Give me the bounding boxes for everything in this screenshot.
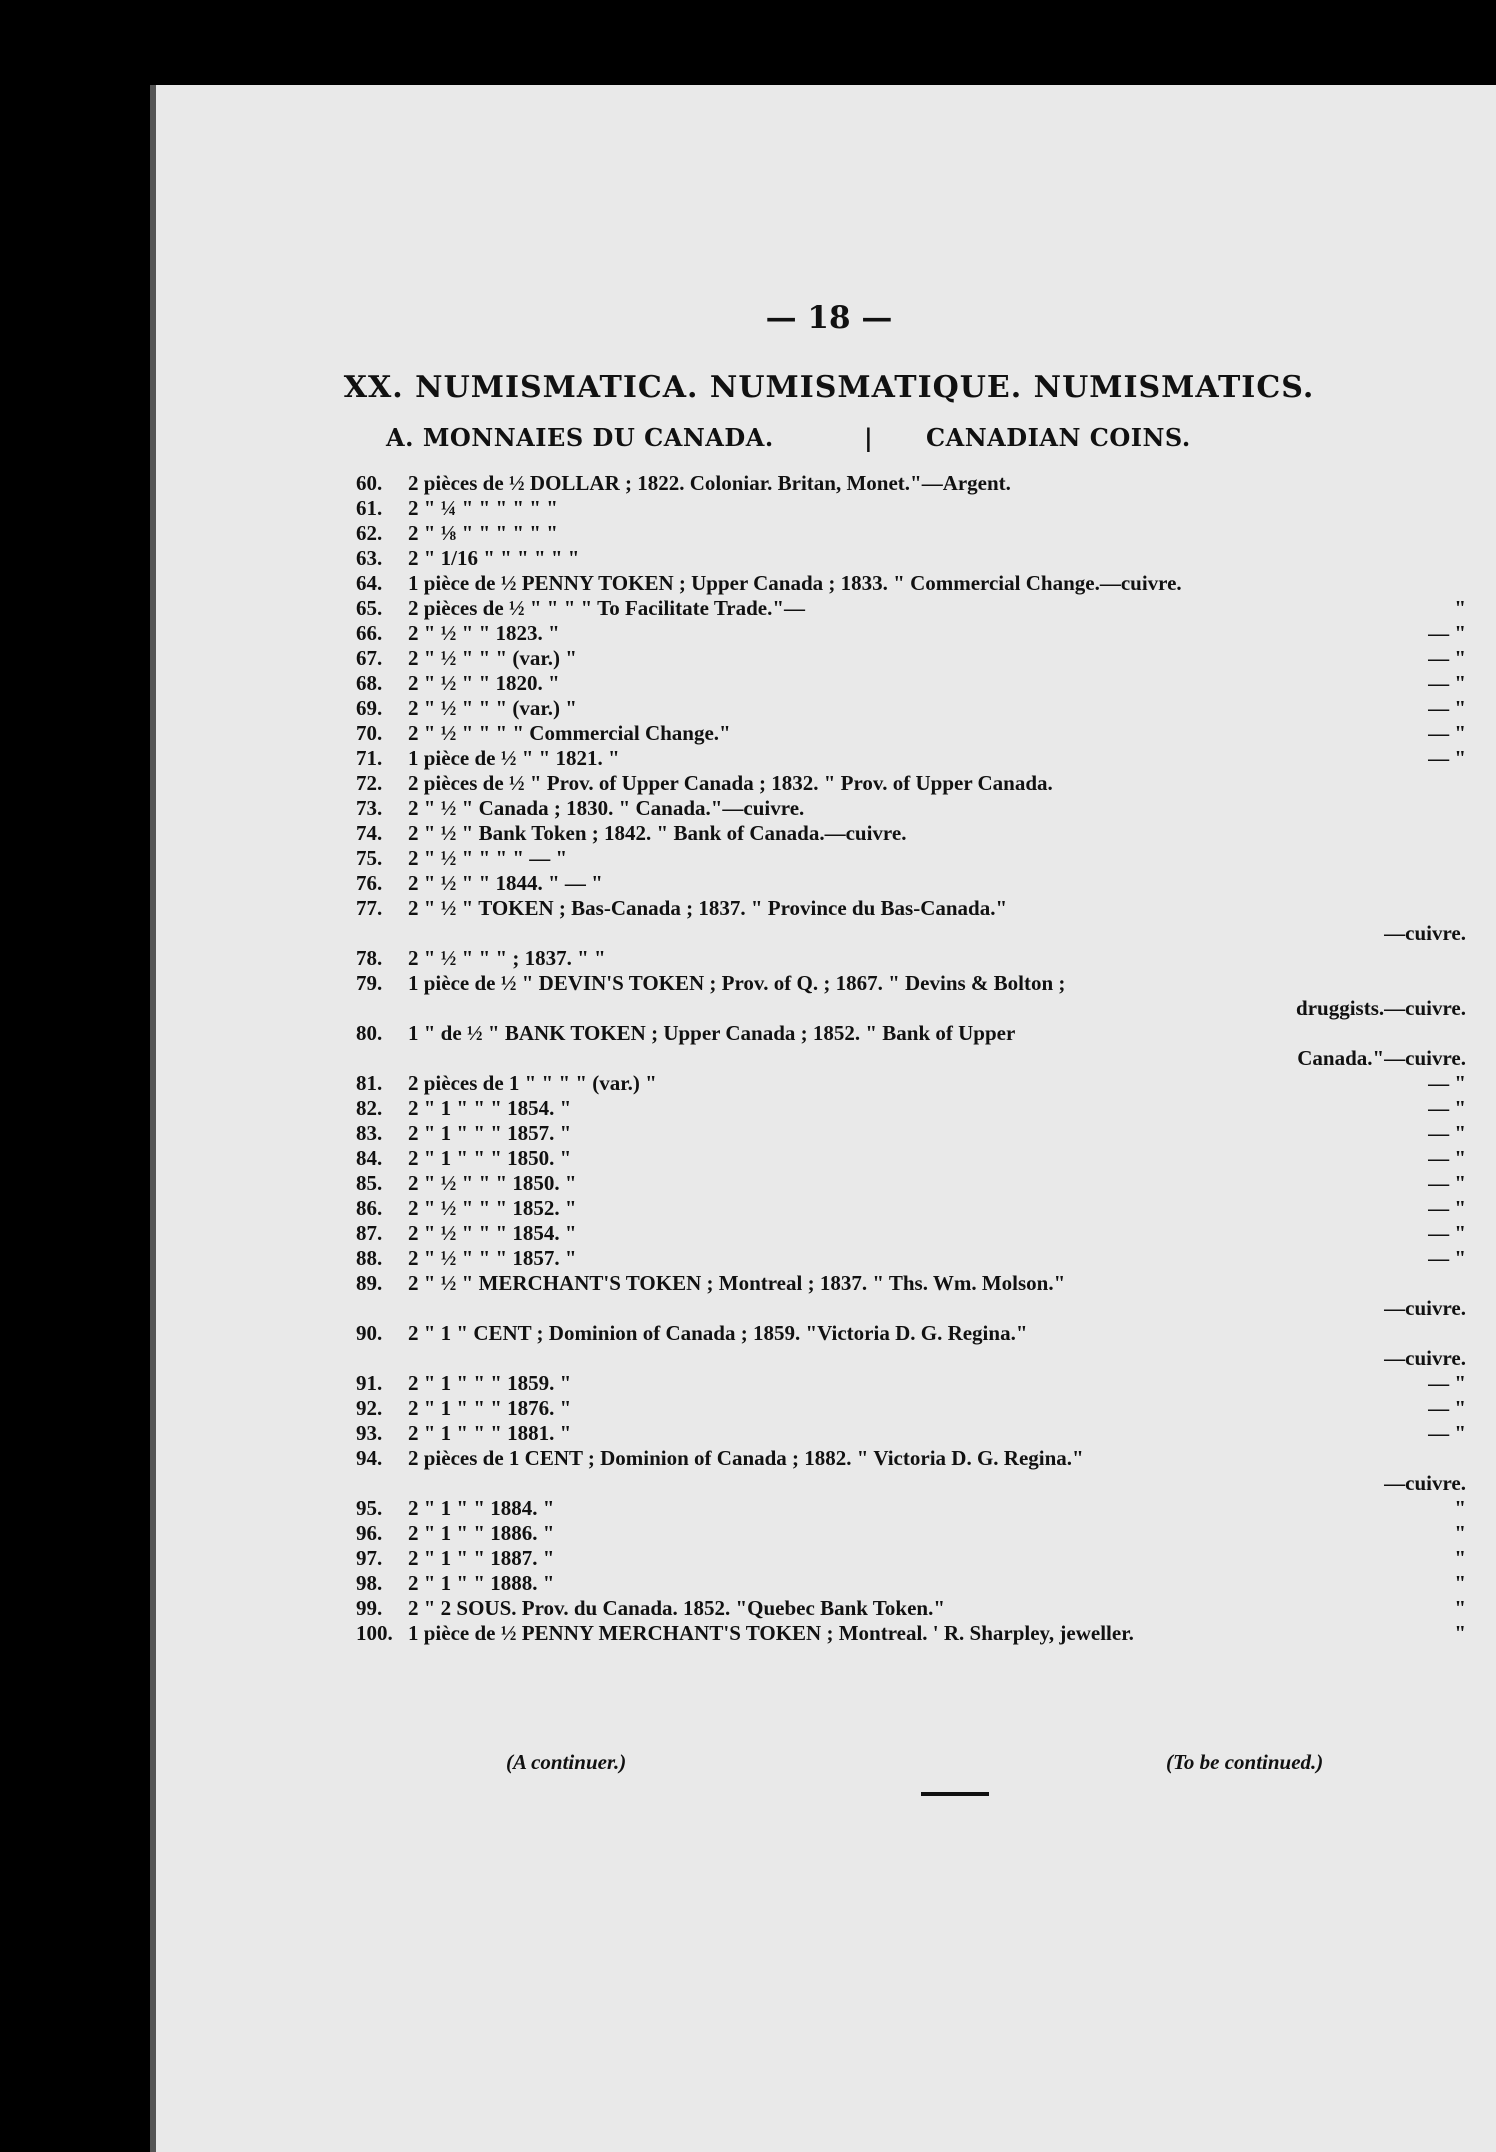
- list-item-continuation: [356, 1346, 1466, 1371]
- continued-note-french: (A continuer.): [506, 1750, 627, 1774]
- entry-number: 98.: [356, 1571, 383, 1595]
- entry-text: 2 " 1 " CENT ; Dominion of Canada ; 1859. "Victoria D. G. Regina.": [408, 1321, 1028, 1345]
- entry-number: 60.: [356, 471, 383, 495]
- entry-text: —cuivre.: [1384, 1471, 1466, 1495]
- list-item: [356, 1071, 1466, 1096]
- list-item: [356, 896, 1466, 921]
- entry-text: 2 " ¼ " " " " " ": [408, 496, 558, 520]
- entry-text: 2 pièces de 1 " " " " (var.) ": [408, 1071, 657, 1095]
- entry-number: 82.: [356, 1096, 383, 1120]
- list-item: [356, 471, 1466, 496]
- entry-number: 92.: [356, 1396, 383, 1420]
- list-item: [356, 621, 1466, 646]
- entry-text: 2 " 1 " " 1887. ": [408, 1546, 555, 1570]
- entry-text: 2 " ½ " " " 1854. ": [408, 1221, 577, 1245]
- list-item: [356, 521, 1466, 546]
- entry-text: 1 pièce de ½ " DEVIN'S TOKEN ; Prov. of Q. ; 1867. " Devins & Bolton ;: [408, 971, 1066, 995]
- list-item: [356, 571, 1466, 596]
- entry-ditto: — ": [1428, 1121, 1466, 1145]
- entry-ditto: ": [1454, 1521, 1466, 1545]
- entry-text: 1 " de ½ " BANK TOKEN ; Upper Canada ; 1852. " Bank of Upper: [408, 1021, 1016, 1045]
- entry-number: 96.: [356, 1521, 383, 1545]
- entry-ditto: ": [1454, 1621, 1466, 1645]
- subheading-separator: |: [864, 423, 874, 452]
- entry-text: 2 " 1 " " " 1876. ": [408, 1396, 572, 1420]
- entry-number: 81.: [356, 1071, 383, 1095]
- list-item: [356, 1621, 1466, 1646]
- list-item-continuation: [356, 1471, 1466, 1496]
- entry-number: 99.: [356, 1596, 383, 1620]
- entry-number: 88.: [356, 1246, 383, 1270]
- continued-note-english: (To be continued.): [1166, 1750, 1324, 1774]
- list-item: [356, 546, 1466, 571]
- list-item: [356, 821, 1466, 846]
- entry-ditto: — ": [1428, 1396, 1466, 1420]
- entry-number: 74.: [356, 821, 383, 845]
- entry-text: 2 " 1 " " " 1881. ": [408, 1421, 572, 1445]
- entry-number: 95.: [356, 1496, 383, 1520]
- entry-number: 70.: [356, 721, 383, 745]
- entry-text: 2 " ½ " " 1820. ": [408, 671, 560, 695]
- entry-ditto: ": [1454, 596, 1466, 620]
- list-item: [356, 871, 1466, 896]
- entry-ditto: — ": [1428, 1096, 1466, 1120]
- entry-text: 2 " ½ " " " 1857. ": [408, 1246, 577, 1270]
- entry-ditto: — ": [1428, 646, 1466, 670]
- list-item: [356, 1496, 1466, 1521]
- list-item-continuation: [356, 996, 1466, 1021]
- entry-number: 67.: [356, 646, 383, 670]
- entry-text: 2 " ½ " " " " — ": [408, 846, 568, 870]
- page-number: — 18 —: [765, 300, 893, 336]
- coin-list: [356, 471, 1466, 1646]
- entry-number: 75.: [356, 846, 383, 870]
- list-item: [356, 771, 1466, 796]
- entry-text: 2 " 1 " " 1884. ": [408, 1496, 555, 1520]
- entry-ditto: — ": [1428, 721, 1466, 745]
- entry-text: 2 " ½ " " " 1852. ": [408, 1196, 577, 1220]
- entry-text: 2 pièces de ½ " " " " To Facilitate Trade."—: [408, 596, 805, 620]
- entry-text: 2 " ½ " Bank Token ; 1842. " Bank of Canada.—cuivre.: [408, 821, 907, 845]
- entry-number: 93.: [356, 1421, 383, 1445]
- entry-number: 86.: [356, 1196, 383, 1220]
- entry-number: 84.: [356, 1146, 383, 1170]
- list-item: [356, 1396, 1466, 1421]
- entry-number: 89.: [356, 1271, 383, 1295]
- entry-number: 73.: [356, 796, 383, 820]
- entry-number: 79.: [356, 971, 383, 995]
- entry-number: 80.: [356, 1021, 383, 1045]
- entry-number: 66.: [356, 621, 383, 645]
- entry-number: 97.: [356, 1546, 383, 1570]
- entry-text: 2 " 1 " " " 1850. ": [408, 1146, 572, 1170]
- entry-text: druggists.—cuivre.: [1296, 996, 1466, 1020]
- section-heading: XX. NUMISMATICA. NUMISMATIQUE. NUMISMATICS.: [343, 370, 1315, 405]
- entry-text: 2 " 1 " " " 1857. ": [408, 1121, 572, 1145]
- entry-text: 1 pièce de ½ PENNY TOKEN ; Upper Canada ; 1833. " Commercial Change.—cuivre.: [408, 571, 1182, 595]
- entry-number: 64.: [356, 571, 383, 595]
- entry-ditto: ": [1454, 1571, 1466, 1595]
- entry-text: 2 " 1 " " 1886. ": [408, 1521, 555, 1545]
- entry-number: 72.: [356, 771, 383, 795]
- list-item-continuation: [356, 1046, 1466, 1071]
- list-item: [356, 1321, 1466, 1346]
- entry-number: 61.: [356, 496, 383, 520]
- list-item: [356, 1221, 1466, 1246]
- subheading-french: A. MONNAIES DU CANADA.: [386, 423, 774, 452]
- subheading-english: CANADIAN COINS.: [926, 423, 1191, 452]
- entry-text: 2 pièces de 1 CENT ; Dominion of Canada ; 1882. " Victoria D. G. Regina.": [408, 1446, 1084, 1470]
- entry-text: 2 " 1 " " " 1854. ": [408, 1096, 572, 1120]
- list-item: [356, 696, 1466, 721]
- list-item: [356, 496, 1466, 521]
- list-item: [356, 1121, 1466, 1146]
- entry-ditto: — ": [1428, 1196, 1466, 1220]
- list-item: [356, 746, 1466, 771]
- entry-ditto: — ": [1428, 671, 1466, 695]
- entry-text: —cuivre.: [1384, 1346, 1466, 1370]
- entry-ditto: — ": [1428, 1071, 1466, 1095]
- entry-ditto: — ": [1428, 1371, 1466, 1395]
- entry-text: 2 " ½ " " 1823. ": [408, 621, 560, 645]
- list-item: [356, 946, 1466, 971]
- entry-text: 1 pièce de ½ " " 1821. ": [408, 746, 620, 770]
- list-item: [356, 1021, 1466, 1046]
- list-item-continuation: [356, 921, 1466, 946]
- list-item: [356, 596, 1466, 621]
- entry-text: 2 " 1/16 " " " " " ": [408, 546, 580, 570]
- entry-text: 2 " ½ " " " (var.) ": [408, 646, 577, 670]
- list-item: [356, 1196, 1466, 1221]
- list-item: [356, 1596, 1466, 1621]
- list-item-continuation: [356, 1296, 1466, 1321]
- list-item: [356, 796, 1466, 821]
- end-rule: [921, 1792, 989, 1796]
- list-item: [356, 971, 1466, 996]
- entry-text: 2 " 1 " " 1888. ": [408, 1571, 555, 1595]
- list-item: [356, 646, 1466, 671]
- entry-text: 2 pièces de ½ " Prov. of Upper Canada ; 1832. " Prov. of Upper Canada.: [408, 771, 1053, 795]
- entry-number: 78.: [356, 946, 383, 970]
- entry-number: 65.: [356, 596, 383, 620]
- entry-ditto: — ": [1428, 621, 1466, 645]
- entry-text: 2 " ½ " " " 1850. ": [408, 1171, 577, 1195]
- list-item: [356, 846, 1466, 871]
- entry-text: 2 " ½ " " " " Commercial Change.": [408, 721, 731, 745]
- entry-ditto: — ": [1428, 1171, 1466, 1195]
- list-item: [356, 1371, 1466, 1396]
- entry-text: 2 " 2 SOUS. Prov. du Canada. 1852. "Quebec Bank Token.": [408, 1596, 945, 1620]
- entry-ditto: — ": [1428, 1146, 1466, 1170]
- entry-text: 2 pièces de ½ DOLLAR ; 1822. Coloniar. Britan, Monet."—Argent.: [408, 471, 1011, 495]
- list-item: [356, 1446, 1466, 1471]
- list-item: [356, 671, 1466, 696]
- entry-text: Canada."—cuivre.: [1297, 1046, 1466, 1070]
- entry-number: 91.: [356, 1371, 383, 1395]
- entry-text: 2 " ½ " " 1844. " — ": [408, 871, 603, 895]
- entry-number: 87.: [356, 1221, 383, 1245]
- entry-number: 68.: [356, 671, 383, 695]
- list-item: [356, 1421, 1466, 1446]
- entry-ditto: ": [1454, 1596, 1466, 1620]
- entry-number: 71.: [356, 746, 383, 770]
- list-item: [356, 1146, 1466, 1171]
- document-page: [150, 85, 1496, 2152]
- entry-ditto: ": [1454, 1546, 1466, 1570]
- entry-text: 2 " 1 " " " 1859. ": [408, 1371, 572, 1395]
- list-item: [356, 1246, 1466, 1271]
- list-item: [356, 1521, 1466, 1546]
- entry-text: 2 " ⅛ " " " " " ": [408, 521, 558, 545]
- entry-number: 83.: [356, 1121, 383, 1145]
- entry-number: 76.: [356, 871, 383, 895]
- entry-text: 2 " ½ " " " (var.) ": [408, 696, 577, 720]
- list-item: [356, 1546, 1466, 1571]
- entry-ditto: — ": [1428, 746, 1466, 770]
- entry-ditto: — ": [1428, 696, 1466, 720]
- entry-text: 2 " ½ " Canada ; 1830. " Canada."—cuivre.: [408, 796, 805, 820]
- entry-text: —cuivre.: [1384, 921, 1466, 945]
- entry-number: 94.: [356, 1446, 383, 1470]
- entry-number: 100.: [356, 1621, 393, 1645]
- entry-text: 2 " ½ " " " ; 1837. " ": [408, 946, 606, 970]
- entry-number: 90.: [356, 1321, 383, 1345]
- entry-number: 62.: [356, 521, 383, 545]
- list-item: [356, 1571, 1466, 1596]
- list-item: [356, 1171, 1466, 1196]
- entry-text: 1 pièce de ½ PENNY MERCHANT'S TOKEN ; Montreal. ' R. Sharpley, jeweller.: [408, 1621, 1134, 1645]
- entry-number: 69.: [356, 696, 383, 720]
- entry-ditto: ": [1454, 1496, 1466, 1520]
- list-item: [356, 1271, 1466, 1296]
- list-item: [356, 1096, 1466, 1121]
- entry-ditto: — ": [1428, 1421, 1466, 1445]
- list-item: [356, 721, 1466, 746]
- entry-ditto: — ": [1428, 1246, 1466, 1270]
- entry-number: 77.: [356, 896, 383, 920]
- entry-number: 63.: [356, 546, 383, 570]
- entry-number: 85.: [356, 1171, 383, 1195]
- entry-text: —cuivre.: [1384, 1296, 1466, 1320]
- entry-text: 2 " ½ " TOKEN ; Bas-Canada ; 1837. " Province du Bas-Canada.": [408, 896, 1008, 920]
- entry-ditto: — ": [1428, 1221, 1466, 1245]
- entry-text: 2 " ½ " MERCHANT'S TOKEN ; Montreal ; 1837. " Ths. Wm. Molson.": [408, 1271, 1066, 1295]
